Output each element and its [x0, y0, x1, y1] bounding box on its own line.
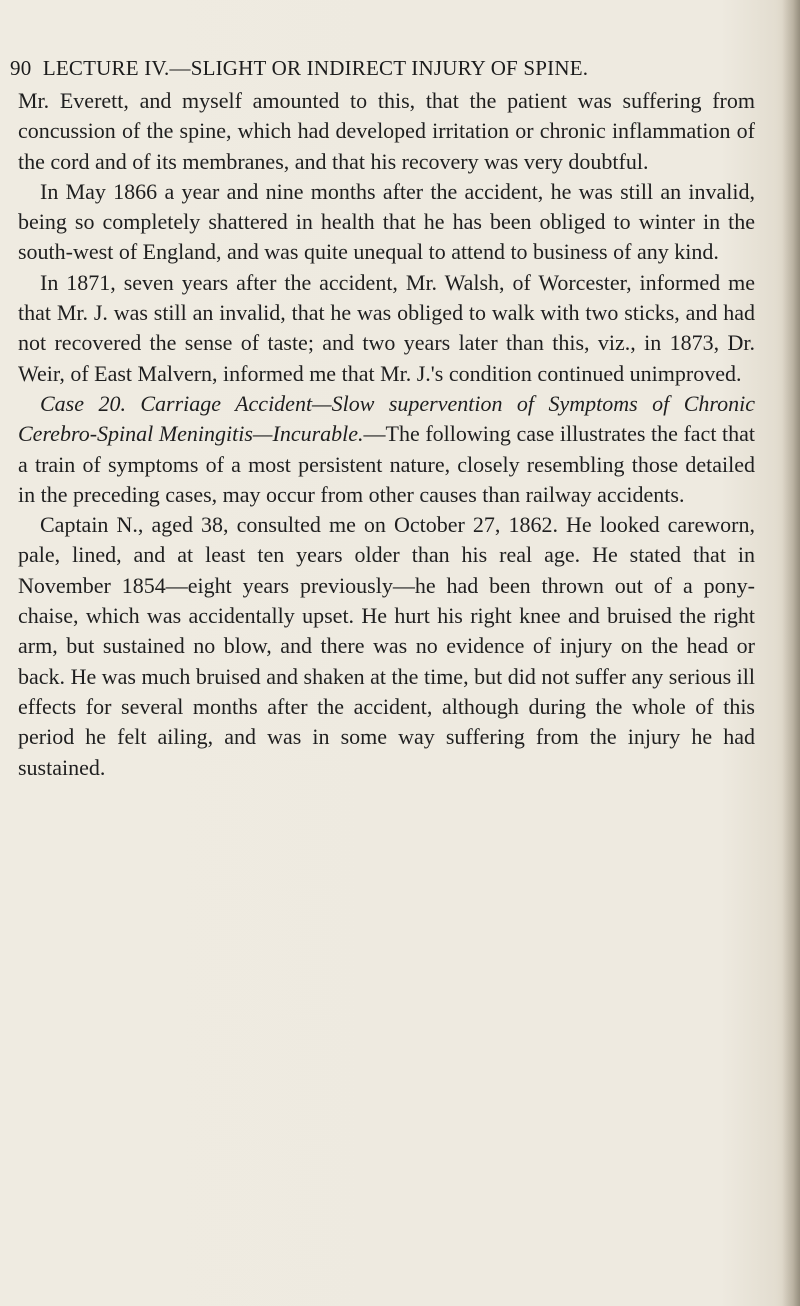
case-title: Case 20. Carriage Accident—Slow supervention of Symptoms of Chronic Cerebro-Spinal Meningitis—Incurable. [18, 390, 755, 447]
running-header [10, 56, 770, 81]
paragraph-captain-n: Captain N., aged 38, consulted me on October 27, 1862. He looked careworn, pale, lined, and at least ten years older than his real age. He stated that in November 1854—eight years previously—he had been thrown out of a pony-chaise, which was accidentally upset. He hurt his right knee and bruised the right arm, but sustained no blow, and there was no evidence of injury on the head or back. He was much bruised and shaken at the time, but did not suffer any serious ill effects for several months after the accident, although during the whole of this period he felt ailing, and was in some way suffering from the injury he had sustained. [18, 512, 755, 780]
page-number: 90 [10, 56, 32, 80]
paragraph-1871: In 1871, seven years after the accident, Mr. Walsh, of Worcester, informed me that Mr. J. was still an invalid, that he was obliged to walk with two sticks, and had not recovered the sense of taste; and two years later than this, viz., in 1873, Dr. Weir, of East Malvern, informed me that Mr. J.'s condition continued unimproved. [18, 269, 755, 386]
body-text [18, 86, 755, 783]
running-title: LECTURE IV.—SLIGHT OR INDIRECT INJURY OF SPINE. [42, 56, 589, 80]
paragraph-may-1866: In May 1866 a year and nine months after the accident, he was still an invalid, being so completely shattered in health that he has been obliged to winter in the south-west of England, and was quite unequal to attend to business of any kind. [18, 178, 755, 265]
case-intro-text: —The following case illustrates the fact that a train of symptoms of a most persistent nature, closely resembling those detailed in the preceding cases, may occur from other causes than railway accidents. [18, 421, 756, 507]
paragraph-case-20 [18, 389, 755, 510]
paragraph-opinion: Mr. Everett, and myself amounted to this, that the patient was suffering from concussion of the spine, which had developed irritation or chronic inflammation of the cord and of its membranes, and that his recovery was very doubtful. [18, 88, 755, 174]
page-edge-shadow [782, 0, 800, 1306]
